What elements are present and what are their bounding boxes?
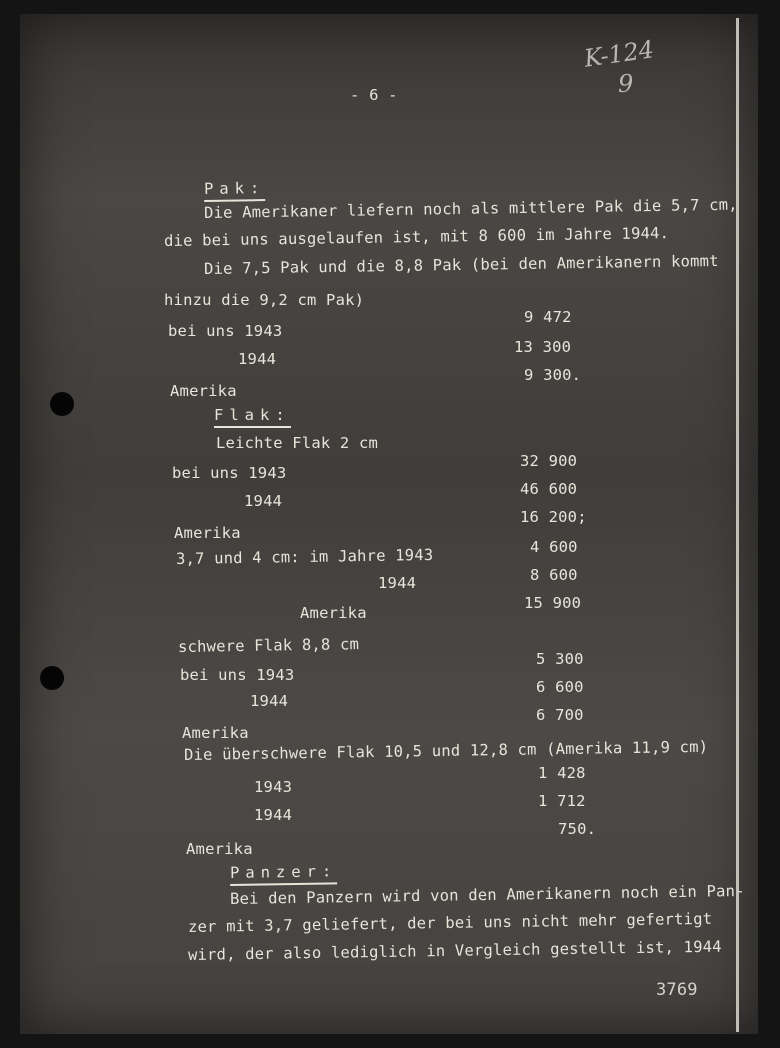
panzer-line2: zer mit 3,7 geliefert, der bei uns nicht mehr gefertigt [187,909,713,936]
table-row-value: 16 200; [520,508,587,526]
panzer-line1: Bei den Panzern wird von den Amerikanern noch ein Pan- [229,881,745,908]
handwritten-number: 9 [618,70,634,98]
table-row-label: Amerika [182,724,249,742]
table-row-label: 1943 [254,778,293,796]
table-row-value: 6 700 [536,706,584,724]
table-row-label: 1944 [244,492,283,510]
table-row-value: 1 428 [538,764,586,782]
table-row-label: 1944 [254,806,293,824]
table-row-label: 1944 [238,350,277,368]
page-edge [736,18,739,1032]
table-row-value: 1 712 [538,792,586,810]
table-row-label: Amerika [186,840,253,858]
table-row-value: 750. [558,820,597,838]
pak-para2-line1: Die 7,5 Pak und die 8,8 Pak (bei den Amerikanern kommt [203,251,719,278]
punch-hole-bottom [40,666,64,690]
archive-number: 3769 [656,980,698,1000]
table-row-value: 4 600 [530,538,578,556]
pak-heading: Pak: [204,181,266,197]
table-row-value: 13 300 [514,338,572,356]
table-row-label: Amerika [170,382,237,400]
document-page [20,14,758,1034]
handwritten-reference: K-124 [582,35,656,73]
table-row-value: 46 600 [520,480,578,498]
table-row-label: 3,7 und 4 cm: im Jahre 1943 [175,545,434,568]
table-row-value: 8 600 [530,566,578,584]
table-row-label: 1944 [250,692,289,710]
table-row-label: 1944 [378,574,417,592]
page-number: - 6 - [350,86,398,104]
table-row-label: Amerika [174,524,241,542]
table-row-value: 32 900 [520,452,578,470]
table-row-label: bei uns 1943 [168,322,283,340]
table-row-value: 5 300 [536,650,584,668]
table-row-value: 9 472 [524,308,572,326]
flak-heading: Flak: [214,408,291,424]
table-row-label: Amerika [300,604,367,622]
panzer-heading: Panzer: [230,864,338,881]
flak-light-heading: Leichte Flak 2 cm [216,434,379,452]
table-row-value: 15 900 [524,594,582,612]
table-row-label: bei uns 1943 [180,666,295,684]
table-row-label: bei uns 1943 [172,464,287,482]
pak-para1-line2: die bei uns ausgelaufen ist, mit 8 600 im Jahre 1944. [163,224,670,250]
flak-heavy-heading: schwere Flak 8,8 cm [177,635,360,656]
table-row-value: 9 300. [524,366,582,384]
punch-hole-top [50,392,74,416]
pak-para2-line2: hinzu die 9,2 cm Pak) [164,291,365,309]
pak-para1-line1: Die Amerikaner liefern noch als mittlere Pak die 5,7 cm, [203,195,738,222]
panzer-line3: wird, der also lediglich in Vergleich gestellt ist, 1944 [187,937,722,964]
flak-superheavy-heading: Die überschwere Flak 10,5 und 12,8 cm (Amerika 11,9 cm) [183,737,709,764]
table-row-value: 6 600 [536,678,584,696]
